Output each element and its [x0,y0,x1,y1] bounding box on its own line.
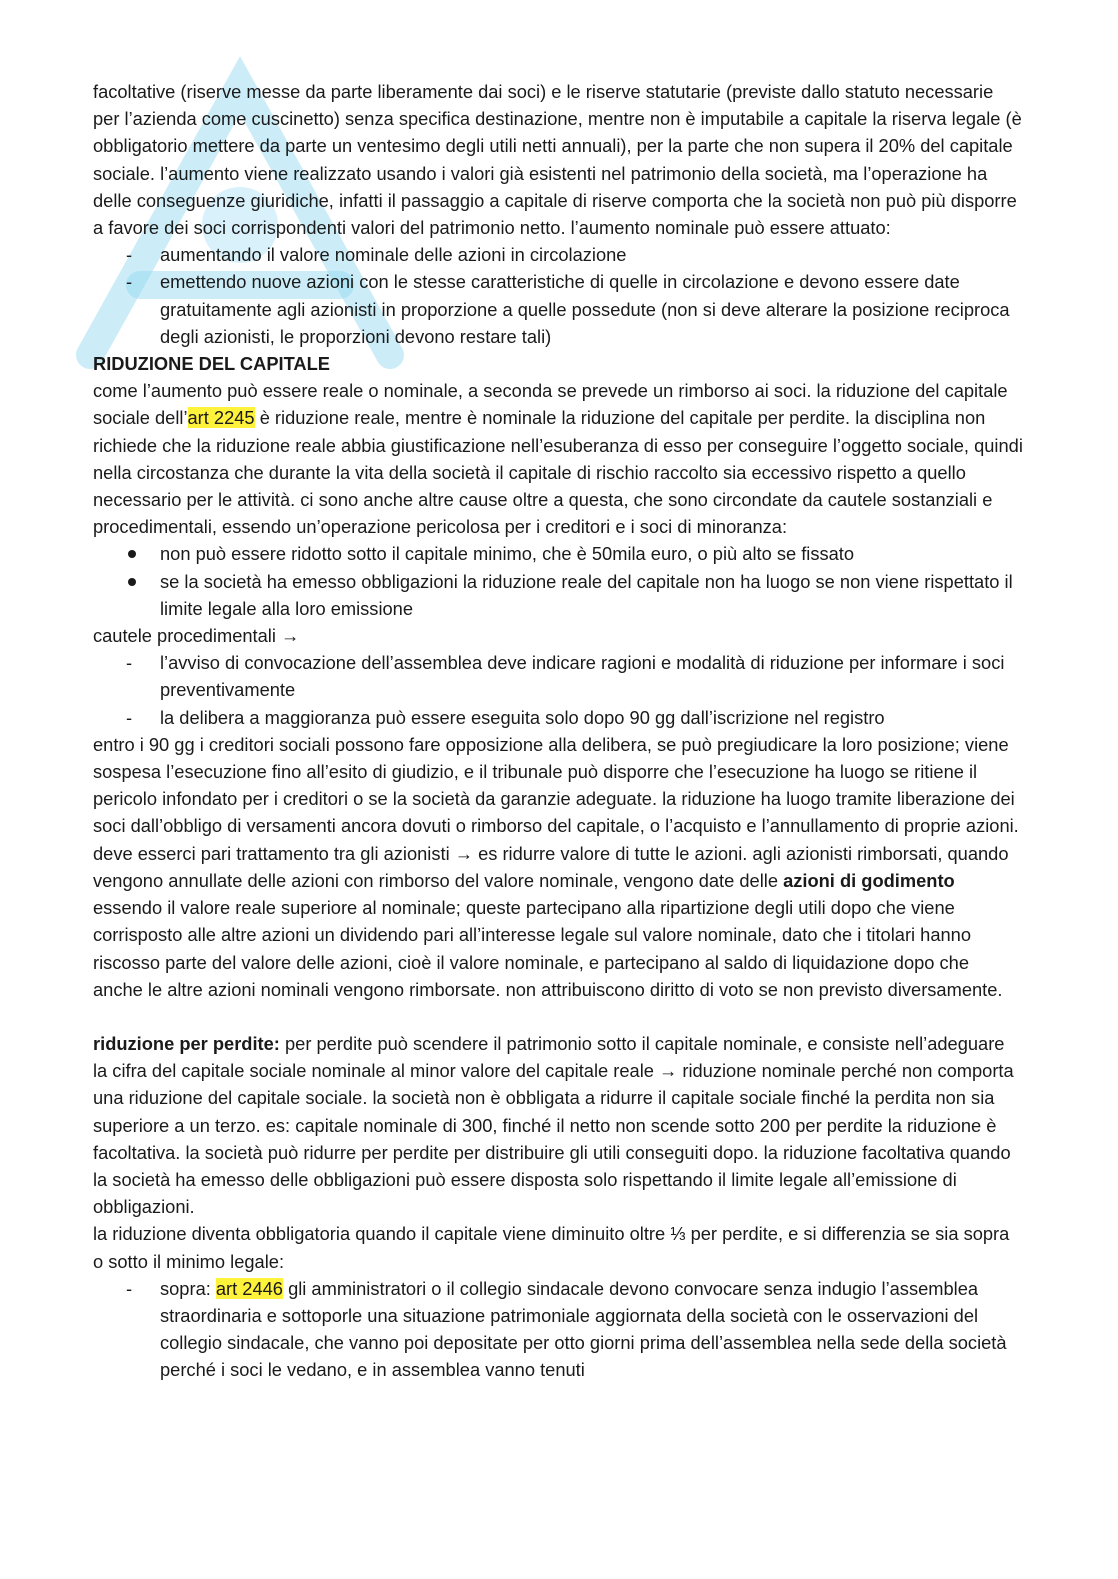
list-item [93,1275,1023,1384]
bold-term: riduzione per perdite: [93,1032,280,1054]
text-segment: essendo il valore reale superiore al nominale; queste partecipano alla ripartizione degli utili dopo che viene corrisposto alle altre azioni un dividendo pari all’interesse legale sul valore nominale, dato che i titolari hanno riscosso parte del valore delle azioni, cioè il valore nominale, e partecipano al saldo di liquidazione dopo che anche le altre azioni nominali vengono rimborsate. non attribuiscono diritto di voto se non previsto diversamente. [93,897,1003,1000]
paragraph-gap [93,1003,1023,1030]
document-page [93,78,1023,1384]
text-segment: gli amministratori o il collegio sindacale devono convocare senza indugio l’assemblea straordinaria e sottoporle una situazione patrimoniale aggiornata della società con le osservazioni del collegio sindacale, che vanno poi depositate per otto giorni prima dell’assemblea nella sede della società perché i soci le vedano, e in assemblea vanno tenuti [160,1277,1007,1381]
list-item [93,241,1023,268]
list-item [93,268,1023,350]
cautele-label: cautele procedimentali → [93,625,300,647]
highlighted-article-ref: art 2446 [215,1277,283,1299]
list-item-text: aumentando il valore nominale delle azioni in circolazione [160,244,627,266]
bullet-icon [128,578,136,586]
paragraph-riserve: facoltative (riserve messe da parte liberamente dai soci) e le riserve statutarie (previste dallo statuto necessarie per l’azienda come cuscinetto) senza specifica destinazione, mentre non è imputabile a capitale la riserva legale (è obbligatorio mettere da parte un ventesimo degli utili netti annuali), per la parte che non supera il 20% del capitale sociale. l’aumento viene realizzato usando i valori già esistenti nel patrimonio della società, ma l’operazione ha delle conseguenze giuridiche, infatti il passaggio a capitale di riserve comporta che la società non può più disporre a favore dei soci corrispondenti valori del patrimonio netto. l’aumento nominale può essere attuato: [93,81,1022,239]
highlighted-article-ref: art 2245 [187,407,255,429]
list-item [93,649,1023,703]
dash-marker: - [126,1277,133,1299]
dash-marker: - [126,706,133,728]
paragraph-riduzione [93,377,1023,540]
bullet-text: non può essere ridotto sotto il capitale minimo, che è 50mila euro, o più alto se fissato [160,543,855,565]
bullet-item [93,568,1023,622]
bold-term: azioni di godimento [783,869,955,891]
list-item-text: la delibera a maggioranza può essere eseguita solo dopo 90 gg dall’iscrizione nel registro [160,706,885,728]
bullet-item [93,540,1023,567]
paragraph-obbligatoria: la riduzione diventa obbligatoria quando il capitale viene diminuito oltre ⅓ per perdite, e si differenzia se sia sopra o sotto il minimo legale: [93,1223,1010,1272]
section-heading: RIDUZIONE DEL CAPITALE [93,353,330,375]
paragraph-perdite [93,1030,1023,1220]
bullet-icon [128,550,136,558]
bullet-text: se la società ha emesso obbligazioni la riduzione reale del capitale non ha luogo se non viene rispettato il limite legale alla loro emissione [160,570,1013,619]
list-item-text: l’avviso di convocazione dell’assemblea deve indicare ragioni e modalità di riduzione per informare i soci preventivamente [160,652,1005,701]
dash-marker: - [126,244,133,266]
text-segment: sopra: [160,1277,216,1299]
list-item-text: emettendo nuove azioni con le stesse caratteristiche di quelle in circolazione e devono essere date gratuitamente agli azionisti in proporzione a quelle possedute (non si deve alterare la posizione reciproca degli azionisti, le proporzioni devono restare tali) [160,271,1010,347]
dash-marker: - [126,271,133,293]
text-segment: è riduzione reale, mentre è nominale la riduzione del capitale per perdite. la disciplina non richiede che la riduzione reale abbia giustificazione nell’esuberanza di esso per conseguire l’oggetto sociale, quindi nella circostanza che durante la vita della società il capitale di rischio raccolto sia eccessivo rispetto a quello necessario per le attività. ci sono anche altre cause oltre a questa, che sono circondate da cautele sostanziali e procedimentali, essendo un’operazione pericolosa per i creditori e i soci di minoranza: [93,407,1023,538]
paragraph-opposizione [93,731,1023,1003]
dash-marker: - [126,652,133,674]
text-segment: entro i 90 gg i creditori sociali possono fare opposizione alla delibera, se può pregiudicare la loro posizione; viene sospesa l’esecuzione fino all’esito di giudizio, e il tribunale può disporre che l’esecuzione ha luogo se ritiene il pericolo infondato per i creditori o se la società da garanzie adeguate. la riduzione ha luogo tramite liberazione dei soci dall’obbligo di versamenti ancora dovuti o rimborso del capitale, o l’acquisto e l’annullamento di proprie azioni. deve esserci pari trattamento tra gli azionisti → es ridurre valore di tutte le azioni. agli azionisti rimborsati, quando vengono annullate delle azioni con rimborso del valore nominale, vengono date delle [93,733,1019,891]
text-segment: per perdite può scendere il patrimonio sotto il capitale nominale, e consiste nell’adeguare la cifra del capitale sociale nominale al minor valore del capitale reale → riduzione nominale perché non comporta una riduzione del capitale sociale. la società non è obbligata a ridurre il capitale sociale finché la perdita non sia superiore a un terzo. es: capitale nominale di 300, finché il netto non scende sotto 200 per perdite la riduzione è facoltativa. la società può ridurre per perdite per distribuire gli utili conseguiti dopo. la riduzione facoltativa quando la società ha emesso delle obbligazioni può essere disposta solo rispettando il limite legale all’emissione di obbligazioni. [93,1032,1014,1218]
text-segment: come l’aumento può essere reale o nominale, a seconda se prevede un rimborso ai soci. la riduzione del capitale sociale dell’ [93,380,1008,429]
list-item [93,704,1023,731]
